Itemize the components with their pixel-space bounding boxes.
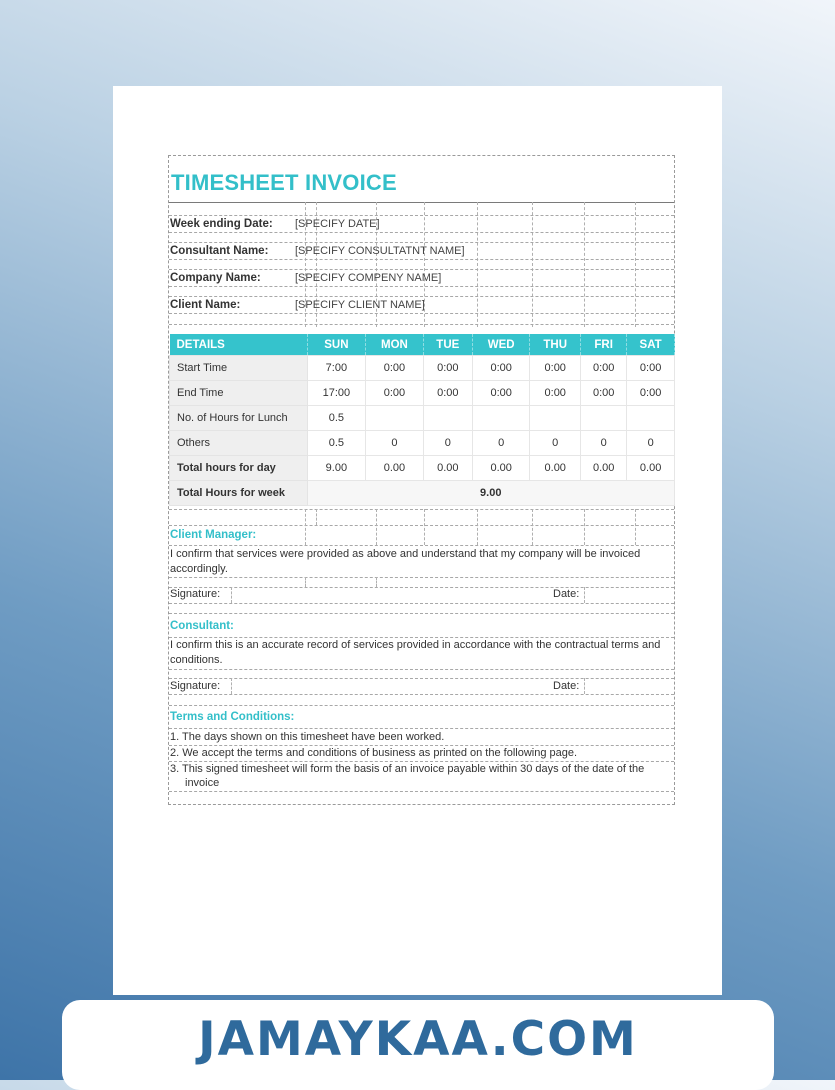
document-page xyxy=(113,86,722,995)
table-cell[interactable]: 0:00 xyxy=(530,381,581,406)
grid-line xyxy=(316,509,317,525)
table-header-row xyxy=(170,334,675,356)
date-field[interactable] xyxy=(584,678,585,694)
table-cell[interactable]: 0 xyxy=(627,431,675,456)
grid-line xyxy=(635,509,636,545)
grid-line xyxy=(169,286,674,287)
grid-line xyxy=(169,694,674,695)
header-sat: SAT xyxy=(627,334,675,356)
table-row xyxy=(170,406,675,431)
table-cell[interactable]: 0:00 xyxy=(473,356,530,381)
header-details: DETAILS xyxy=(170,334,308,356)
timesheet-invoice xyxy=(168,155,675,805)
client-name-label: Client Name: xyxy=(170,299,241,311)
grid-line xyxy=(169,242,674,243)
table-cell[interactable]: 0:00 xyxy=(581,381,627,406)
table-cell: 0.00 xyxy=(627,456,675,481)
grid-line xyxy=(532,509,533,545)
grid-line xyxy=(169,296,674,297)
grid-line xyxy=(169,669,674,670)
consultant-name-label: Consultant Name: xyxy=(170,245,269,257)
grid-line xyxy=(169,232,674,233)
terms-item: invoice xyxy=(185,777,220,789)
company-name-label: Company Name: xyxy=(170,272,261,284)
table-cell[interactable]: 7:00 xyxy=(307,356,366,381)
grid-line xyxy=(169,324,674,325)
consultant-name-field[interactable]: [SPECIFY CONSULTATNT NAME] xyxy=(295,245,465,257)
week-total-value: 9.00 xyxy=(307,481,675,506)
consultant-date-label: Date: xyxy=(553,680,580,692)
client-date-label: Date: xyxy=(553,588,580,600)
row-label: End Time xyxy=(170,381,308,406)
table-cell[interactable]: 0:00 xyxy=(473,381,530,406)
table-cell[interactable] xyxy=(627,406,675,431)
table-cell[interactable]: 0.5 xyxy=(307,406,366,431)
row-label: Others xyxy=(170,431,308,456)
consultant-heading: Consultant: xyxy=(170,620,234,632)
table-cell[interactable] xyxy=(530,406,581,431)
grid-line xyxy=(584,202,585,327)
table-row xyxy=(170,356,675,381)
grid-line xyxy=(169,215,674,216)
grid-line xyxy=(424,509,425,545)
grid-line xyxy=(376,577,377,587)
table-cell[interactable]: 0 xyxy=(530,431,581,456)
grid-line xyxy=(305,509,306,545)
table-cell: 0.00 xyxy=(473,456,530,481)
grid-line xyxy=(305,577,306,587)
table-cell[interactable] xyxy=(423,406,472,431)
table-cell[interactable]: 0.5 xyxy=(307,431,366,456)
grid-line xyxy=(477,509,478,545)
brand-logo-text: JAMAYKAA.COM xyxy=(198,1012,638,1067)
grid-line xyxy=(169,728,674,729)
header-sun: SUN xyxy=(307,334,366,356)
table-cell: 0.00 xyxy=(366,456,423,481)
divider xyxy=(169,202,674,203)
terms-item: 2. We accept the terms and conditions of business as printed on the following page. xyxy=(170,747,578,759)
company-name-field[interactable]: [SPECIFY COMPENY NAME] xyxy=(295,272,442,284)
header-mon: MON xyxy=(366,334,423,356)
table-cell[interactable]: 17:00 xyxy=(307,381,366,406)
table-cell[interactable]: 0:00 xyxy=(423,356,472,381)
week-total-label: Total Hours for week xyxy=(170,481,308,506)
grid-line xyxy=(477,202,478,327)
grid-line xyxy=(169,259,674,260)
client-name-field[interactable]: [SPECIFY CLIENT NAME] xyxy=(295,299,425,311)
table-cell[interactable]: 0:00 xyxy=(627,381,675,406)
grid-line xyxy=(584,509,585,545)
terms-item: 3. This signed timesheet will form the basis of an invoice payable within 30 days of the date of the xyxy=(170,763,645,775)
grid-line xyxy=(169,509,674,510)
client-manager-heading: Client Manager: xyxy=(170,529,257,541)
grid-line xyxy=(169,269,674,270)
table-cell[interactable]: 0:00 xyxy=(530,356,581,381)
header-tue: TUE xyxy=(423,334,472,356)
table-cell[interactable]: 0:00 xyxy=(581,356,627,381)
table-cell: 0.00 xyxy=(530,456,581,481)
grid-line xyxy=(169,705,674,706)
table-cell: 0.00 xyxy=(581,456,627,481)
table-cell[interactable]: 0:00 xyxy=(627,356,675,381)
header-thu: THU xyxy=(530,334,581,356)
grid-line xyxy=(376,509,377,545)
client-manager-statement: I confirm that services were provided as above and understand that my company will be invoiced accordingly. xyxy=(170,548,641,575)
table-cell: 0.00 xyxy=(423,456,472,481)
header-wed: WED xyxy=(473,334,530,356)
row-label: Total hours for day xyxy=(170,456,308,481)
week-ending-label: Week ending Date: xyxy=(170,218,273,230)
consultant-signature-label: Signature: xyxy=(170,680,221,692)
date-field[interactable] xyxy=(584,587,585,603)
table-cell[interactable]: 0 xyxy=(423,431,472,456)
table-cell[interactable] xyxy=(366,406,423,431)
week-ending-field[interactable]: [SPECIFY DATE] xyxy=(295,218,380,230)
table-cell[interactable]: 0:00 xyxy=(366,356,423,381)
terms-heading: Terms and Conditions: xyxy=(170,711,295,723)
week-total-row xyxy=(170,481,675,506)
grid-line xyxy=(169,313,674,314)
grid-line xyxy=(635,202,636,327)
table-cell[interactable]: 0 xyxy=(581,431,627,456)
client-signature-label: Signature: xyxy=(170,588,221,600)
grid-line xyxy=(169,577,674,578)
document-title: TIMESHEET INVOICE xyxy=(171,170,397,195)
brand-banner xyxy=(62,1000,774,1090)
grid-line xyxy=(169,678,674,679)
row-label: Start Time xyxy=(170,356,308,381)
grid-line xyxy=(532,202,533,327)
grid-line xyxy=(169,545,674,546)
table-row xyxy=(170,381,675,406)
grid-line xyxy=(169,603,674,604)
table-cell[interactable]: 0:00 xyxy=(366,381,423,406)
grid-line xyxy=(169,525,674,526)
table-cell[interactable] xyxy=(473,406,530,431)
table-cell[interactable]: 0 xyxy=(473,431,530,456)
consultant-statement: I confirm this is an accurate record of services provided in accordance with the contractual terms and conditions. xyxy=(170,639,661,666)
table-cell[interactable] xyxy=(581,406,627,431)
header-fri: FRI xyxy=(581,334,627,356)
table-row xyxy=(170,456,675,481)
signature-field[interactable] xyxy=(231,587,232,603)
table-cell: 9.00 xyxy=(307,456,366,481)
grid-line xyxy=(169,613,674,614)
table-cell[interactable]: 0 xyxy=(366,431,423,456)
signature-field[interactable] xyxy=(231,678,232,694)
table-row xyxy=(170,431,675,456)
hours-table xyxy=(169,334,675,506)
table-cell[interactable]: 0:00 xyxy=(423,381,472,406)
grid-line xyxy=(169,587,674,588)
row-label: No. of Hours for Lunch xyxy=(170,406,308,431)
terms-item: 1. The days shown on this timesheet have been worked. xyxy=(170,731,445,743)
grid-line xyxy=(169,791,674,792)
